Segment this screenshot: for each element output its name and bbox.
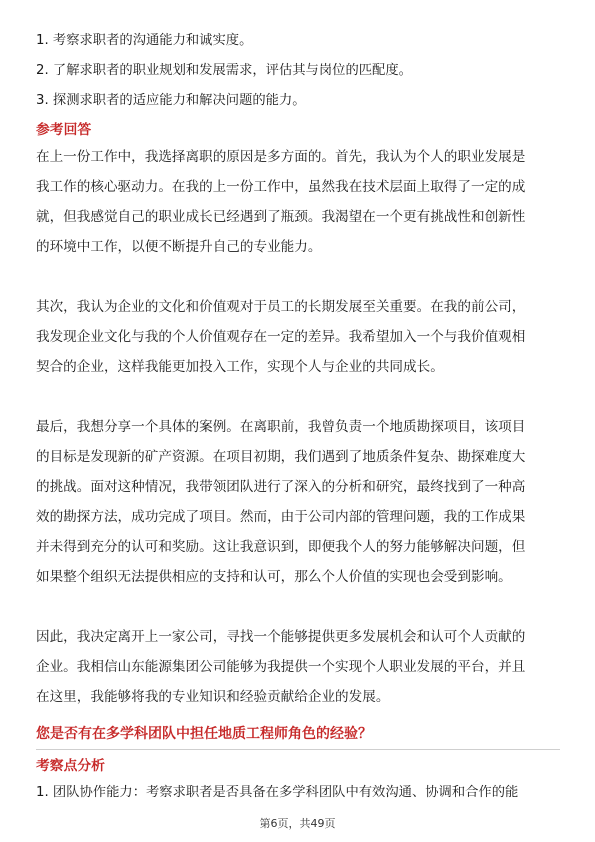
paragraph-line: 在上一份工作中，我选择离职的原因是多方面的。首先，我认为个人的职业发展是 [36,149,526,165]
paragraph-line: 在这里，我能够将我的专业知识和经验贡献给企业的发展。 [36,689,390,705]
paragraph-line: 因此，我决定离开上一家公司，寻找一个能够提供更多发展机会和认可个人贡献的 [36,629,526,645]
answer-paragraph-1 [36,142,560,262]
answer-paragraph-4 [36,622,560,712]
page-number: 第6页，共49页 [259,817,336,830]
question-heading: 您是否有在多学科团队中担任地质工程师角色的经验？ [36,726,372,742]
answer-paragraph-2 [36,292,560,382]
paragraph-line: 其次，我认为企业的文化和价值观对于员工的长期发展至关重要。在我的前公司， [36,299,526,315]
paragraph-line: 效的勘探方法，成功完成了项目。然而，由于公司内部的管理问题，我的工作成果 [36,509,526,525]
paragraph-line: 如果整个组织无法提供相应的支持和认可，那么个人价值的实现也会受到影响。 [36,569,512,585]
analysis-heading: 考察点分析 [36,758,105,774]
paragraph-line: 企业。我相信山东能源集团公司能够为我提供一个实现个人职业发展的平台，并且 [36,659,526,675]
paragraph-line: 的目标是发现新的矿产资源。在项目初期，我们遇到了地质条件复杂、勘探难度大 [36,449,526,465]
paragraph-line: 的挑战。面对这种情况，我带领团队进行了深入的分析和研究，最终找到了一种高 [36,479,526,495]
paragraph-spacer [36,262,560,292]
paragraph-line: 的环境中工作，以便不断提升自己的专业能力。 [36,239,322,255]
paragraph-spacer [36,592,560,622]
list-item: 2. 了解求职者的职业规划和发展需求，评估其与岗位的匹配度。 [36,63,412,78]
analysis-item: 1. 团队协作能力：考察求职者是否具备在多学科团队中有效沟通、协调和合作的能 [36,785,519,800]
assessment-list [36,26,560,116]
question-divider [36,749,560,750]
paragraph-line: 契合的企业，这样我能更加投入工作，实现个人与企业的共同成长。 [36,359,444,375]
paragraph-line: 并未得到充分的认可和奖励。这让我意识到，即便我个人的努力能够解决问题，但 [36,539,526,555]
paragraph-line: 最后，我想分享一个具体的案例。在离职前，我曾负责一个地质勘探项目，该项目 [36,419,526,435]
paragraph-spacer [36,382,560,412]
page-content [36,26,560,808]
paragraph-line: 我发现企业文化与我的个人价值观存在一定的差异。我希望加入一个与我价值观相 [36,329,526,345]
paragraph-line: 我工作的核心驱动力。在我的上一份工作中，虽然我在技术层面上取得了一定的成 [36,179,526,195]
list-item: 3. 探测求职者的适应能力和解决问题的能力。 [36,93,306,108]
paragraph-line: 就，但我感觉自己的职业成长已经遇到了瓶颈。我渴望在一个更有挑战性和创新性 [36,209,526,225]
answer-heading: 参考回答 [36,122,92,138]
list-item: 1. 考察求职者的沟通能力和诚实度。 [36,33,253,48]
answer-paragraph-3 [36,412,560,592]
